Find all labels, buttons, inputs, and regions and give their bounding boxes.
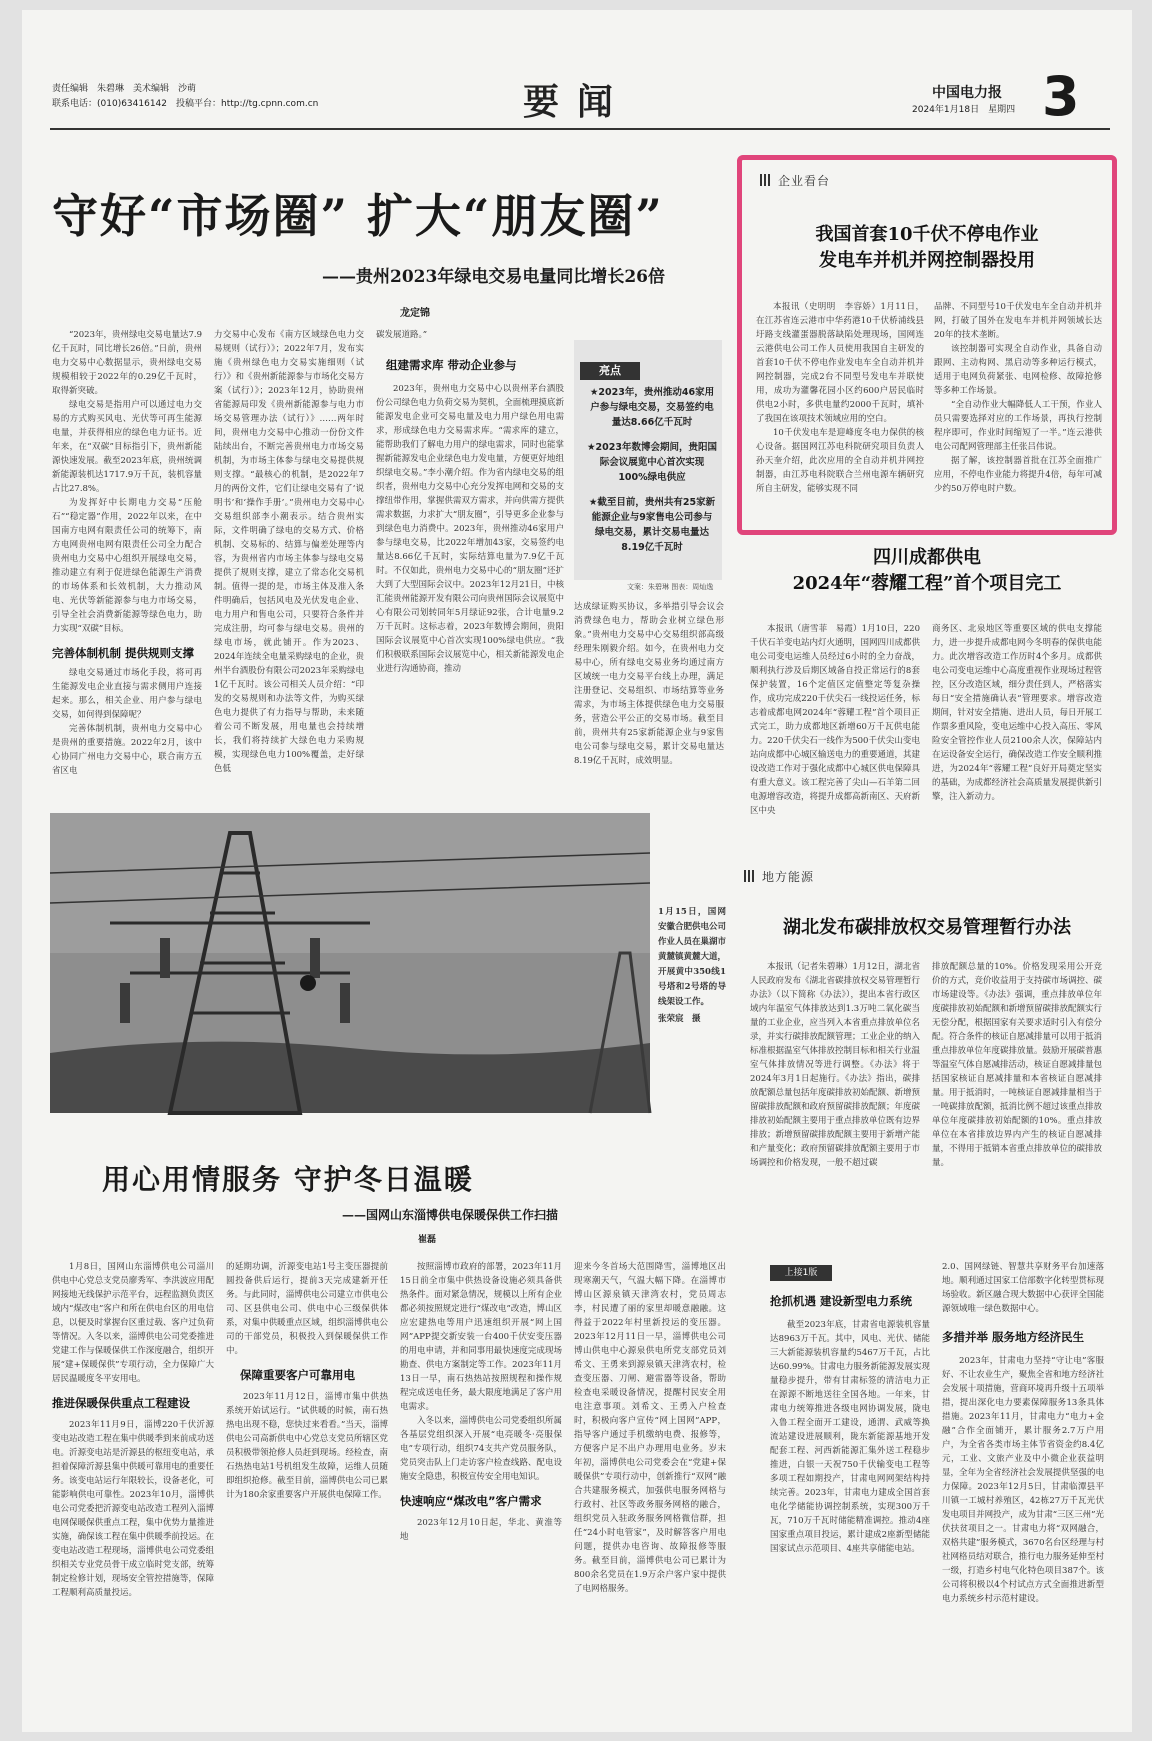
subhead: 多措并举 服务地方经济民生 (942, 1330, 1085, 1344)
paragraph: 2.0、国网绿链、智慧共享财务平台加速落地。顺利通过国家工信部数字化转型贯标现场验收。新区融合现大数据中心获评全国能源领域唯一绿色数据中心。 (942, 1262, 1104, 1314)
subhead: 保障重要客户可靠用电 (240, 1368, 355, 1382)
column-tag: 企业看台 (760, 172, 830, 189)
enterprise-headline: 我国首套10千伏不停电作业 发电车并机并网控制器投用 (815, 224, 1039, 271)
continued-tag: 上接1版 (770, 1265, 832, 1281)
lead-column-3 (376, 328, 564, 798)
enterprise-story-box (737, 155, 1117, 535)
highlight-credit: 文案：朱碧琳 图表：周灿逸 (627, 583, 714, 591)
paper-date: 2024年1月18日 星期四 (912, 105, 1016, 115)
paragraph: 2023年，贵州电力交易中心以贵州茅台酒股份公司绿色电力负荷交易为契机，全面梳理摸底新能源发电企业可交易电量及电力用户绿色用电需求，形成绿色电力交易需求库。“需求库的建立，能帮助我们了解电力用户的绿电需求，同时也能掌握新能源发电企业绿色电力发电量，方便更好地组织绿电交易。”李小潮介绍。作为省内绿电交易的组织者，贵州电力交易中心充分发挥电网和交易的支撑纽带作用，掌握供需双方需求，并向供需方提供需求数据，力求扩大“朋友圈”，引导更多企业参与到绿色电力消费中。2023年，贵州推动46家用户参与绿电交易，比2022年增加43家，交易签约电量达8.66亿千瓦时，实际结算电量为7.9亿千瓦时。不仅如此，贵州电力交易中心的“朋友圈”还扩大到了大型国际会议中。2023年12月21日，中核汇能贵州能源开发有限公司向贵州国际会议展览中心有限公司划转同年5月绿证92张，合计电量9.2万千瓦时。这标志着，2023年数博会期间，贵阳国际会议展览中心首次实现100%绿电供应。“我们积极联系国际会议展览中心，相关新能源发电企业进行沟通协商，推动 (376, 384, 564, 674)
paragraph: 迎来今冬首场大范围降雪，淄博地区出现寒潮天气，气温大幅下降。在淄博市博山区源泉镇天津湾农村，党员周志李，村民遭了丽的家里却暖意融融。这得益于2022年村里新投运的变压器。2023年12月11日一早，淄博供电公司博山供电中心源泉供电所党支部党员刘希文、王勇来到源泉镇天津湾农村，检查变压器、刀闸、避雷器等设备，帮助检查电采暖设备情况，提醒村民安全用电注意事项。刘希文、王勇入户检查时，积极向客户宣传“网上国网”APP，指导客户通过手机缴纳电费、报修等，方便客户足不出户办理用电业务。岁末年初，淄博供电公司党委会在“党建+保暖保供”专项行动中，创新推行“双网”融合共建服务模式，加强供电服务网格与行政村、社区等政务服务网格的融合，组织党员入驻政务服务网格微信群，担任“24小时电管家”，及时解答客户用电问题，提供办电咨询、故障报修等服务。截至目前，淄博供电公司已累计为800余名党员在1.9万余户客户家中提供了电网格服务。 (574, 1262, 726, 1594)
photo-credit: 张荣宸 摄 (658, 1014, 701, 1024)
chengdu-column-1 (750, 622, 921, 816)
lead-column-1 (52, 328, 202, 798)
paragraph: “全自动作业大幅降低人工干预，作业人员只需要选择对应的工作场景，再执行控制程序即可，作业时间缩短了一半。”连云港供电公司配网管理部主任张吕伟说。 (934, 400, 1102, 452)
lead-headline: 守好“市场圈” 扩大“朋友圈” (52, 189, 664, 243)
paragraph: 品牌、不同型号10千伏发电车全自动并机并网，打破了国外在发电车并机并网领域长达20年的技术垄断。 (934, 302, 1102, 340)
column-bars-icon (760, 174, 772, 186)
hubei-column-2 (932, 960, 1102, 1200)
paragraph: 10千伏发电车是迎峰度冬电力保供的核心设备。据国网江苏电科院研究项目负责人孙天奎介绍，此次应用的全自动并机并网控制器，由江苏电科院联合兰州电源车辆研究所自主研发，能够实现不同 (756, 428, 924, 494)
paragraph: 为发挥好中长期电力交易“压舱石”“稳定器”作用，2022年以来，在中国南方电网有限责任公司的统筹下，南方电网贵州电网有限责任公司全力配合贵州电力交易中心组织开展绿电交易，推动建立有利于促进绿色能源生产消费的市场体系和长效机制，大力推动风电、光伏等新能源参与电力市场交易，引导全社会消费新能源等绿色电力，助力实现“双碳”目标。 (52, 498, 202, 634)
enterprise-column-1 (756, 300, 924, 526)
subhead: 推进保暖保供重点工程建设 (52, 1396, 190, 1410)
gansu-column-2 (942, 1260, 1104, 1715)
highlight-item: ★2023年，贵州推动46家用户参与绿电交易，交易签约电量达8.66亿千瓦时 (589, 387, 715, 428)
paragraph: “2023年，贵州绿电交易电量达7.9亿千瓦时，同比增长26倍。”日前，贵州电力交易中心数据显示，贵州绿电交易规模相较于2022年的0.29亿千瓦时，取得新突破。 (52, 330, 202, 396)
page-number: 3 (1042, 65, 1080, 128)
paragraph: 据了解，该控制器首批在江苏全面推广应用，不停电作业能力将提升4倍，每年可减少约50万停电时户数。 (934, 456, 1102, 494)
contact-line: 联系电话：(010)63416142 投稿平台：http://tg.cpnn.com.cn (52, 99, 319, 109)
lead-column-2 (214, 328, 364, 798)
paragraph: 完善体制机制，贵州电力交易中心是贵州的重要措施。2022年2月，该中心协同广州电力交易中心，联合南方五省区电 (52, 724, 202, 776)
hubei-headline: 湖北发布碳排放权交易管理暂行办法 (783, 917, 1071, 938)
chengdu-headline: 四川成都供电 2024年“蓉耀工程”首个项目完工 (792, 547, 1062, 594)
paragraph: 绿电交易通过市场化手段，将可再生能源发电企业直接与需求侧用户连接起来。那么，相关企业、用户参与绿电交易，如何得到保障呢？ (52, 668, 202, 720)
newspaper-page (22, 10, 1132, 1732)
paper-name: 中国电力报 (932, 85, 1002, 101)
column-tag: 地方能源 (744, 868, 814, 885)
paragraph: 力交易中心发布《南方区域绿色电力交易规则（试行）》；2022年7月，发布实施《贵州绿色电力交易实施细则（试行）》和《贵州新能源参与市场化交易方案（试行）》；2023年12月，协助贵州省能源局印发《贵州新能源参与电力市场交易管理办法（试行）》……两年时间，贵州电力交易中心推动一份份文件陆续出台，不断完善贵州电力市场交易机制，为市场主体参与绿电交易提供规则支撑。“最核心的机制，是2022年7月的两份文件，它们让绿电交易有了‘说明书’和‘操作手册’。”贵州电力交易中心交易组织部李小潮表示。结合贵州实际，文件明确了绿电的交易方式、价格机制、交易标的、结算与偏差处理等内容，为贵州省内市场主体参与绿电交易提供了规则支撑，建立了常态化交易机制。值得一提的是，市场主体及准入条件明确后，包括风电及光伏发电企业、电力用户和售电公司，只要符合条件并完成注册，均可参与绿电交易。贵州的绿电市场，就此铺开。作为2023、2024年连续全电量采购绿电的企业，贵州半台酒股份有限公司2023年采购绿电1亿千瓦时。该公司相关人员介绍：“印发的交易规则和办法等文件，为购买绿色电力提供了有力指导与帮助，未来随着公司不断发展，用电量也会持续增长，我们将持续扩大绿色电力采购规模，实现绿色电力100%覆盖，走好绿色低 (214, 330, 364, 774)
subhead: 完善体制机制 提供规则支撑 (52, 646, 195, 660)
zibo-column-1 (52, 1260, 214, 1715)
paragraph: 按照淄博市政府的部署，2023年11月15日前全市集中供热设备设施必须具备供热条件。面对紧急情况，规模以上所有企业都必须按照规定进行“煤改电”改造，博山区应宏建热电等用户迅速组织开展“网上国网”APP提交新安装一台400千伏安变压器的用电申请，并和同事用最快速度完成现场勘查、供电方案制定等工作。2023年11月13日一早，南石热热站按照规程和操作规程完成送电任务，最大限度地满足了客户用电需求。 (400, 1262, 562, 1412)
paragraph: 2023年11月9日，淄博220千伏沂源变电站改造工程在集中供暖季到来前成功送电。沂源变电站是沂源县的枢纽变电站，承担着保障沂源县集中供暖可靠用电的重要任务。该变电站运行年限较长，设备老化，可能影响供电可靠性。2023年10月，淄博供电公司党委把沂源变电站改造工程列入淄博电网保暖保供重点工程，集中优势力量推进实施，确保该工程在集中供暖季前投运。在变电站改造工程现场，淄博供电公司党委组织相关专业党员骨干成立临时党支部，统筹制定检修计划，现场安全管控措施等，保障工程顺利高质量投运。 (52, 1420, 214, 1598)
zibo-column-3 (400, 1260, 562, 1715)
paragraph: 本报讯（唐雪菲 易霞）1月10日，220千伏石羊变电站内灯火通明，国网四川成都供电公司变电运维人员经过6小时的全力奋战，顺利执行涉及后期区域备自投正常运行的8套保护装置，16个定值区定值整定等复杂操作，成功完成220千伏尖石一线投运任务，标志着成都电网2024年“蓉耀工程”首个项目正式完工，助力成都地区新增60万千瓦供电能力。220千伏尖石一线作为500千伏尖山变电站向成都中心城区输送电力的重要通道，其建设改造工作对于强化成都中心城区供电保障具有重大意义。该工程完善了尖山—石羊第二回电源增容改造，将提升成都高新南区、天府新区中央 (750, 624, 921, 816)
lead-subtitle: ——贵州2023年绿电交易电量同比增长26倍 (322, 267, 665, 287)
paragraph: 绿电交易是指用户可以通过电力交易的方式购买风电、光伏等可再生能源电量，并获得相应的绿色电力证书。近年来，在“双碳”目标指引下，贵州新能源快速发展。截至2023年底，贵州统调新能源装机达1717.9万千瓦，装机容量占比27.8%。 (52, 400, 202, 494)
zibo-headline: 用心用情服务 守护冬日温暖 (102, 1163, 474, 1196)
subhead: 组建需求库 带动企业参与 (386, 358, 517, 372)
column-bars-icon (744, 870, 756, 882)
paragraph: 2023年12月10日起，华北、黄淮等地 (400, 1518, 562, 1542)
lead-byline: 龙定锦 (400, 308, 430, 319)
paragraph: 截至2023年底，甘肃省电源装机容量达8963万千瓦。其中，风电、光伏、储能三大新能源装机容量约5467万千瓦，占比达60.99%。甘肃电力服务新能源发展实现量稳步提升，带有甘肃标签的清洁电力正在源源不断地送往全国各地。一年来，甘肃电力统筹推进各级电网协调发展，陇电入鲁工程全面开工建设，通渭、武威等换流站建设进展顺利，陇东新能源基地开发配套工程、河西新能源汇集外送工程稳步推进，白银一天祝750千伏输变电工程等多项工程如期投产，甘肃电网网架结构持续完善。2023年，甘肃电力建成全国首套电化学储能协调控制系统，实现300万千瓦，710万千瓦时储能精准调控。推动4座国家重点项目投运，累计建成2座新型储能国家试点示范项目、4座共享储能电站。 (770, 1320, 930, 1554)
subhead: 快速响应“煤改电”客户需求 (400, 1494, 542, 1508)
subhead: 抢抓机遇 建设新型电力系统 (770, 1294, 913, 1308)
chengdu-column-2 (932, 622, 1103, 802)
enterprise-column-2 (934, 300, 1102, 526)
zibo-byline: 崔磊 (418, 1235, 437, 1245)
paragraph: 2023年，甘肃电力坚持“守让电”客服好、不让农业生产，聚焦全省和地方经济社会发展十项措施，营商环境再升级十五项举措，提出深化电力要素保障服务13条具体措施。2023年11月，甘肃电力“电力+金融”合作全面铺开，累计服务2.7万户用户，为全省各类市场主体节省资金约8.4亿元，工业、文旅产业及中小微企业获益明显，全年为全省经济社会发展提供坚强的电力保障。2023年12月5日，甘肃临潭县平川镇一工城村养殖区，42栋27万千瓦光伏发电项目并网投产，成为甘肃“三区三州”光伏扶贫项目之一。甘肃电力将“双网融合，双格共建”服务模式，3670名台区经理与村社网格员结对联合，推行电力服务延伸至村一级，打造乡村电气化特色项目387个。该公司将积极以4个村试点方式全面推进新型电力系统乡村示范村建设。 (942, 1356, 1104, 1604)
paragraph: 本报讯（记者朱碧琳）1月12日，湖北省人民政府发布《湖北省碳排放权交易管理暂行办法》（以下简称《办法》），提出本省行政区域内年温室气体排放达到1.3万吨二氧化碳当量的工业企业，应当列入本省重点排放单位名录，并实行碳排放配额管理；工业企业的纳入标准根据温室气体排放控制目标和相关行业温室气体排放情况等进行调整。《办法》将于2024年3月1日起施行。《办法》指出，碳排放配额总量包括年度碳排放初始配额、新增预留碳排放配额和政府预留碳排放配额；年度碳排放初始配额主要用于重点排放单位既有边界排放；新增预留碳排放配额主要用于新增产能和产量变化；政府预留碳排放配额主要用于市场调控和价格发现，一般不超过碳 (750, 962, 921, 1168)
photo-caption: 1月15日，国网安徽合肥供电公司作业人员在巢湖市黄麓镇黄麓大道，开展黄中350线1号塔和2号塔的导线架设工作。 (658, 907, 727, 1007)
zibo-subtitle: ——国网山东淄博供电保暖保供工作扫描 (342, 1208, 559, 1222)
paragraph: 商务区、北泉地区等重要区域的供电支撑能力，进一步提升成都电网今冬明春的保供电能力。此次增容改造工作历时4个多月。成都供电公司变电运维中心高度重视作业现场过程管控，区分改造区域，细分责任到人，严格落实每日“安全措施确认表”管理要求。增容改造期间，针对安全措施、进出人员，每日开展工作票多重风险，变电运维中心投入高压、零风险安全管控作业人员2100余人次，保障站内在运设备安全运行，确保改造工作安全顺利推进，为2024年“蓉耀工程”良好开局奠定坚实的基础，为成都经济社会高质量发展提供新引擎，注入新动力。 (932, 624, 1103, 802)
paragraph: 本报讯（史明明 李容娇）1月11日，在江苏省连云港市中华药港10千伏桥浦线县圩路支线灌蛋器脱落缺陷处理现场，国网连云港供电公司工作人员使用我国自主研发的首套10千伏不停电作业发电车全自动并机并网控制器，完成2台不同型号发电车并联使用，成功为灌馨花园小区约600户居民临时供电2小时，多供电量约2000千瓦时，填补了我国在该项技术领域应用的空白。 (756, 302, 924, 424)
zibo-column-4 (574, 1260, 726, 1715)
section-title: 要闻 (522, 82, 631, 123)
hubei-column-1 (750, 960, 920, 1200)
paragraph: 2023年11月12日，淄博市集中供热系统开始试运行。“试供暖的时候，南石热热电出现不稳，您快过来看看。”当天，淄博供电公司高新供电中心党总支党员所辖区党员积极带领抢修人员赶到现场。经检查，南石热热电站1号机组发生故障，运维人员随即组织抢修。截至目前，淄博供电公司已累计为180余家重要客户开展供电保障工作。 (226, 1392, 388, 1500)
highlight-items (587, 385, 717, 553)
paragraph: 达成绿证购买协议，多举措引导会议会消费绿色电力，帮助会业树立绿色形象。”贵州电力交易中心交易组织部高级经理朱刚毅介绍。如今，在贵州电力交易中心，所有绿电交易业务均通过南方区域统一电力交易平台线上办理，满足注册登记、交易组织、市场结算等业务需求，为市场主体提供绿色电力交易服务，营造公平公正的交易市场。截至目前，贵州共有25家新能源企业与9家售电公司参与绿电交易，累计交易电量达8.19亿千瓦时，成效明显。 (574, 602, 724, 766)
highlight-item: ★截至目前，贵州共有25家新能源企业与9家售电公司参与绿电交易，累计交易电量达8.19亿千瓦时 (588, 497, 716, 553)
news-photo (50, 813, 650, 1113)
paragraph: 碳发展道路。” (376, 330, 428, 340)
transmission-tower-illustration (50, 813, 650, 1113)
zibo-column-2 (226, 1260, 388, 1715)
masthead-rule (50, 128, 1110, 130)
highlight-tag: 亮点 (580, 362, 640, 380)
highlight-item: ★2023年数博会期间，贵阳国际会议展览中心首次实现100%绿电供应 (587, 442, 717, 483)
paragraph: 1月8日，国网山东淄博供电公司淄川供电中心党总支党员廖秀军、李洪波应用配网接地无线保护示范平台，远程监测负责区域内“煤改电”客户和所在供电台区的用电信息，以便及时掌握台区重过载、客户过负荷等情况。入冬以来，淄博供电公司党委推进党建工作与保暖保供工作深度融合，组织开展“建+保暖保供”专项行动，全力保障广大居民温暖度冬平安用电。 (52, 1262, 214, 1384)
paragraph: 该控制器可实现全自动作业，具备自动跟网、主动构网、黑启动等多种运行模式，适用于电网负荷紧张、电网检修、故障抢修等多种工作场景。 (934, 344, 1102, 396)
paragraph: 的延期功调，沂源变电站1号主变压器提前圆投备供后运行，提前3天完成建新开任务。与此同时，淄博供电公司建立市供电公司、区县供电公司、供电中心三级保供体系，对集中供暖重点区域，组织淄博供电公司的干部党员，积极投入到保暖保供工作中。 (226, 1262, 388, 1356)
editor-line: 责任编辑 朱碧琳 美术编辑 沙萌 (52, 84, 197, 94)
gansu-column-1 (770, 1290, 930, 1715)
paragraph: 排放配额总量的10%。价格发现采用公开竞价的方式，竞价收益用于支持碳市场调控、碳市场建设等。《办法》强调，重点排放单位年度碳排放初始配额和新增预留碳排放配额实行无偿分配，根据国家有关要求适时引入有偿分配。符合条件的核证自愿减排量可以用于抵消重点排放单位年度碳排放量。鼓励开展碳普惠等温室气体自愿减排活动，核证自愿减排量包括国家核证自愿减排量和本省核证自愿减排量。用于抵消时，一吨核证自愿减排量相当于一吨碳排放配额，抵消比例不超过该重点排放单位年度碳排放初始配额的10%。重点排放单位在本省排放边界内产生的核证自愿减排量，不得用于抵销本省重点排放单位的碳排放量。 (932, 962, 1103, 1168)
photo-caption-box (658, 813, 726, 1113)
paragraph: 入冬以来，淄博供电公司党委组织所属各基层党组织深入开展“电亮暖冬·亮服保电”专项行动，组织74支共产党员服务队，党员突击队上门走访客户检查线路、配电设施安全隐患，积极宣传安全用电知识。 (400, 1416, 562, 1482)
lead-column-4 (574, 600, 724, 800)
